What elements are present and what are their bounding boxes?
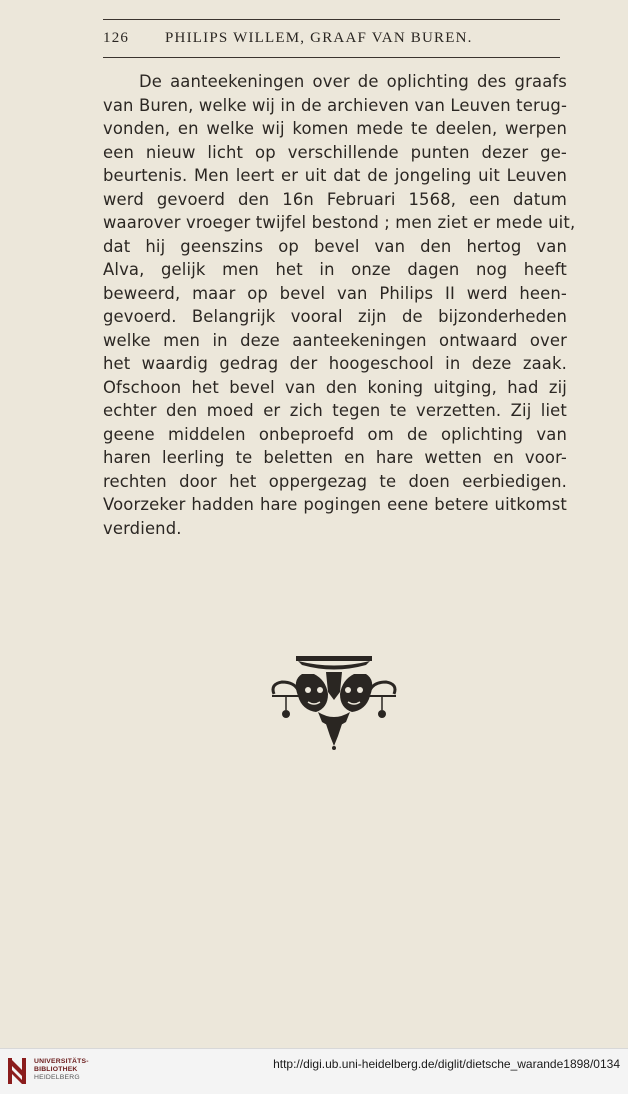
library-name-line: HEIDELBERG xyxy=(34,1074,80,1081)
body-paragraph xyxy=(103,70,576,540)
header-rule-top xyxy=(103,19,560,20)
page-number: 126 xyxy=(103,30,130,46)
text-line: Ofschoon het bevel van den koning uitging, had zij xyxy=(103,377,567,397)
text-line: geene middelen onbeproefd om de oplichting van xyxy=(103,424,567,444)
text-line: gevoerd. Belangrijk vooral zijn de bijzonderheden xyxy=(103,307,567,326)
library-name xyxy=(34,1058,89,1082)
text-line: welke men in deze aanteekeningen ontwaard over xyxy=(103,330,567,350)
library-logo-icon xyxy=(6,1056,28,1086)
text-line: dat hij geenszins op bevel van den hertog van xyxy=(103,236,567,256)
text-line: De aanteekeningen over de oplichting des graafs xyxy=(139,72,567,91)
text-line: van Buren, welke wij in de archieven van Leuven terug- xyxy=(103,95,568,115)
text-line: waarover vroeger twijfel bestond ; men ziet er mede uit, xyxy=(103,213,576,232)
library-name-line: UNIVERSITÄTS- xyxy=(34,1058,89,1065)
text-line: vonden, en welke wij komen mede te deelen, werpen xyxy=(103,119,567,138)
text-line: het waardig gedrag der hoogeschool in deze zaak. xyxy=(103,354,567,373)
library-footer xyxy=(0,1048,628,1094)
tailpiece-ornament-icon xyxy=(268,652,400,750)
text-line: echter den moed er zich tegen te verzetten. Zij liet xyxy=(103,401,567,420)
text-line: werd gevoerd den 16n Februari 1568, een datum xyxy=(103,189,567,209)
running-title: PHILIPS WILLEM, GRAAF VAN BUREN. xyxy=(165,30,473,46)
source-url-link[interactable]: http://digi.ub.uni-heidelberg.de/diglit/dietsche_warande1898/0134 xyxy=(273,1057,620,1071)
header-rule-bottom xyxy=(103,57,560,58)
text-line: een nieuw licht op verschillende punten dezer ge- xyxy=(103,142,567,162)
text-line: Voorzeker hadden hare pogingen eene betere uitkomst xyxy=(103,495,567,514)
text-line: Alva, gelijk men het in onze dagen nog heeft xyxy=(103,260,567,279)
library-name-line: BIBLIOTHEK xyxy=(34,1066,78,1073)
text-line: rechten door het oppergezag te doen eerbiedigen. xyxy=(103,471,567,491)
text-line: beweerd, maar op bevel van Philips II werd heen- xyxy=(103,283,567,303)
text-line: haren leerling te beletten en hare wetten en voor- xyxy=(103,448,567,467)
text-line: verdiend. xyxy=(103,518,182,538)
text-line: beurtenis. Men leert er uit dat de jongeling uit Leuven xyxy=(103,166,567,185)
running-head xyxy=(103,30,560,52)
